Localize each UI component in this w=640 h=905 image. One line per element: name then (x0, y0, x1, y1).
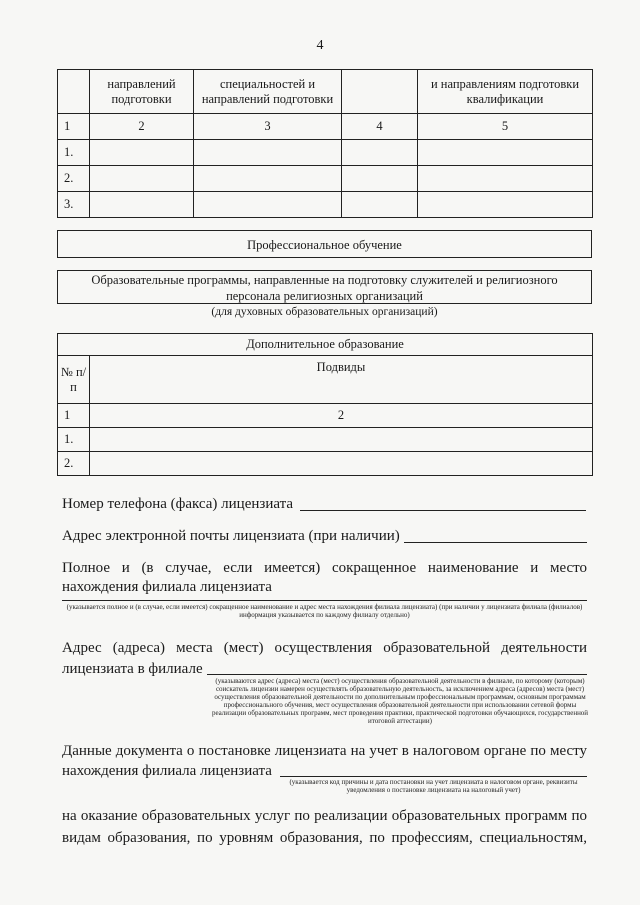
email-label: Адрес электронной почты лицензиата (при наличии) (62, 528, 400, 544)
empty-cell[interactable] (342, 166, 418, 192)
programs-table (57, 69, 593, 218)
branch-address-label-line1: Адрес (адреса) места (мест) осуществления образовательной деятельности (62, 640, 587, 656)
empty-cell[interactable] (418, 192, 593, 218)
numbering-cell: 2 (90, 114, 194, 140)
table-row (58, 140, 593, 166)
tax-registration-label-line1: Данные документа о постановке лицензиата на учет в налоговом органе по месту (62, 743, 587, 759)
header-cell-2: направлений подготовки (90, 70, 194, 114)
header-cell-5: и направлениям подготовки квалификации (418, 70, 593, 114)
page-number: 4 (316, 38, 324, 53)
row-number: 2. (58, 166, 90, 192)
final-paragraph-line2: видам образования, по уровням образования, по профессиям, специальностям, (62, 830, 587, 846)
tax-registration-note: (указывается код причины и дата постановки на учет лицензиата в налоговом органе, реквизиты уведомления о постановке лицензиата на налоговый учет) (289, 778, 578, 794)
numbering-cell: 3 (194, 114, 342, 140)
tax-registration-label-line2: нахождения филиала лицензиата (62, 763, 272, 779)
empty-cell[interactable] (418, 166, 593, 192)
empty-cell[interactable] (90, 452, 593, 476)
empty-cell[interactable] (90, 192, 194, 218)
numbering-cell: 1 (58, 404, 90, 428)
branch-name-field[interactable] (62, 600, 587, 601)
empty-cell[interactable] (194, 140, 342, 166)
religious-programs-note: (для духовных образовательных организаций) (211, 306, 438, 318)
final-paragraph-line1: на оказание образовательных услуг по реализации образовательных программ по (62, 808, 587, 824)
phone-label: Номер телефона (факса) лицензиата (62, 496, 294, 512)
numbering-cell: 5 (418, 114, 593, 140)
empty-cell[interactable] (90, 166, 194, 192)
table-row (58, 192, 593, 218)
branch-name-note: (указывается полное и (в случае, если имеется) сокращенное наименование и адрес места нахождения филиала лицензиата) (при наличии у лицензиата филиала (филиалов) информация указывается по каждому филиалу отдельно) (66, 603, 583, 619)
table-header-row (58, 70, 593, 114)
row-number: 1. (58, 140, 90, 166)
professional-training-box (57, 230, 592, 258)
header-cell-3: специальностей и направлений подготовки (194, 70, 342, 114)
empty-cell[interactable] (90, 428, 593, 452)
table-header-row (58, 356, 593, 404)
numbering-cell: 1 (58, 114, 90, 140)
empty-cell[interactable] (418, 140, 593, 166)
phone-field[interactable] (300, 510, 586, 511)
empty-cell[interactable] (194, 166, 342, 192)
branch-name-label-line1: Полное и (в случае, если имеется) сокращенное наименование и место (62, 560, 587, 576)
table-row (58, 428, 593, 452)
additional-education-table (57, 333, 593, 476)
table-row (58, 166, 593, 192)
email-field[interactable] (404, 542, 587, 543)
numbering-cell: 4 (342, 114, 418, 140)
table-numbering-row (58, 404, 593, 428)
empty-cell[interactable] (342, 192, 418, 218)
row-number: 2. (58, 452, 90, 476)
row-number: 3. (58, 192, 90, 218)
header-cell-4 (342, 70, 418, 114)
number-header: № п/п (58, 356, 90, 404)
religious-programs-line1: Образовательные программы, направленные на подготовку служителей и религиозного (91, 273, 558, 287)
religious-programs-line2: персонала религиозных организаций (226, 289, 423, 303)
additional-education-title: Дополнительное образование (58, 334, 593, 356)
numbering-cell: 2 (90, 404, 593, 428)
tax-registration-field[interactable] (280, 776, 587, 777)
empty-cell[interactable] (342, 140, 418, 166)
professional-training-label: Профессиональное обучение (247, 238, 402, 252)
subtypes-header: Подвиды (90, 356, 593, 404)
empty-cell[interactable] (194, 192, 342, 218)
empty-cell[interactable] (90, 140, 194, 166)
header-cell-1 (58, 70, 90, 114)
table-row (58, 452, 593, 476)
table-numbering-row (58, 114, 593, 140)
branch-name-label-line2: нахождения филиала лицензиата (62, 579, 272, 595)
branch-address-label-line2: лицензиата в филиале (62, 661, 203, 677)
row-number: 1. (58, 428, 90, 452)
branch-address-note: (указываются адрес (адреса) места (мест) осуществления образовательной деятельности в филиале, по которому (которым) соискатель лицензии намерен осуществлять образовательную деятельность, за исключением адреса (адресов) места (мест) осуществления образовательной деятельности по дополнительным профессиональным программам, основным программам профессионального обучения, мест осуществления образовательной деятельности при использовании сетевой формы реализации образовательных программ, мест проведения практики, практической подготовки обучающихся, государственной итоговой аттестации) (211, 677, 589, 725)
branch-address-field[interactable] (207, 674, 587, 675)
religious-programs-box (57, 270, 592, 304)
